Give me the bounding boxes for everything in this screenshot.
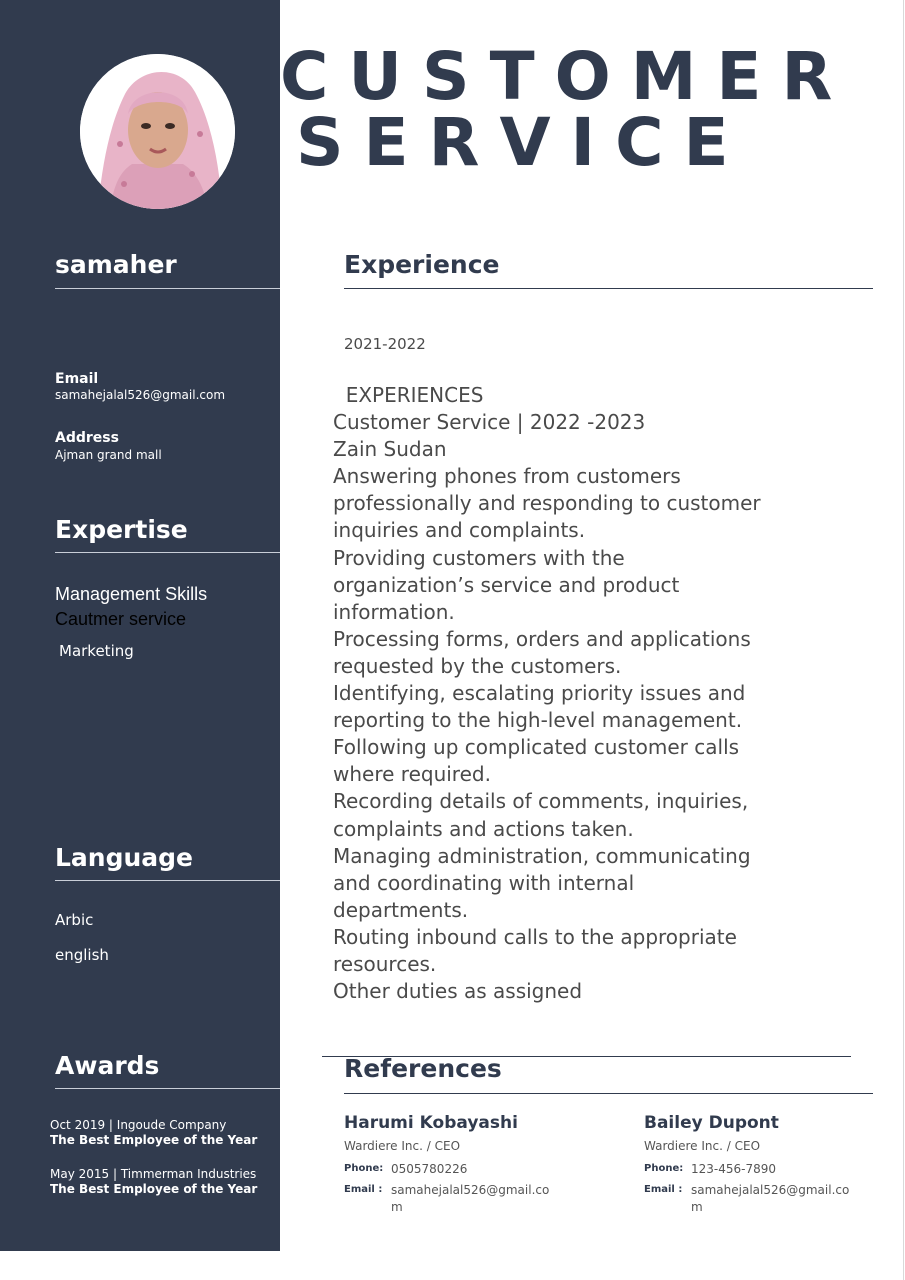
email-value: samahejalal526@gmail.com — [55, 388, 226, 402]
reference-email: samahejalal526@gmail.com — [391, 1183, 550, 1214]
experience-line: Customer Service | 2022 -2023 — [333, 410, 646, 435]
experience-date: 2021-2022 — [344, 335, 426, 353]
references-divider — [344, 1093, 873, 1094]
experience-line: reporting to the high-level management. — [333, 708, 743, 733]
reference-email: samahejalal526@gmail.com — [691, 1183, 850, 1214]
profile-photo — [80, 54, 235, 209]
reference-card — [344, 1113, 574, 1216]
experience-line: Answering phones from customers — [333, 464, 681, 489]
language-divider — [55, 880, 280, 881]
expertise-item: Marketing — [59, 642, 134, 660]
address-value: Ajman grand mall — [55, 448, 162, 462]
references-heading: References — [344, 1054, 502, 1083]
reference-email-row — [644, 1182, 874, 1216]
experience-line: Processing forms, orders and applications — [333, 626, 751, 651]
experience-line: professionally and responding to customer — [333, 491, 761, 516]
reference-phone-label: Phone: — [344, 1163, 384, 1174]
experience-line: Identifying, escalating priority issues and — [333, 681, 746, 706]
avatar-illustration — [80, 54, 235, 209]
experience-line: Following up complicated customer calls — [333, 735, 740, 760]
experience-line: organization’s service and product — [333, 572, 680, 597]
experience-line: Managing administration, communicating — [333, 843, 751, 868]
reference-phone-row — [644, 1161, 874, 1178]
award-title: The Best Employee of the Year — [50, 1182, 258, 1196]
expertise-item: Cautmer service — [55, 609, 187, 629]
reference-phone-label: Phone: — [644, 1163, 684, 1174]
reference-email-label: Email : — [644, 1184, 683, 1195]
expertise-divider — [55, 552, 280, 553]
hero-title-line-2: SERVICE — [296, 104, 749, 181]
address-label: Address — [55, 430, 119, 446]
reference-phone-row — [344, 1161, 574, 1178]
reference-name: Harumi Kobayashi — [344, 1113, 518, 1133]
award-meta: May 2015 | Timmerman Industries — [50, 1167, 257, 1181]
experience-line: and coordinating with internal — [333, 870, 635, 895]
reference-email-label: Email : — [344, 1184, 383, 1195]
experience-line: Routing inbound calls to the appropriate — [333, 924, 737, 949]
reference-card — [644, 1113, 874, 1216]
awards-heading: Awards — [55, 1051, 160, 1080]
experience-description — [333, 382, 783, 1005]
experience-line: Other duties as assigned — [333, 979, 583, 1004]
reference-role: Wardiere Inc. / CEO — [644, 1139, 761, 1153]
profile-name: samaher — [55, 250, 177, 279]
experience-line: requested by the customers. — [333, 653, 622, 678]
experience-line: information. — [333, 599, 455, 624]
language-item: Arbic — [55, 911, 94, 929]
experience-line: inquiries and complaints. — [333, 518, 586, 543]
page-edge-divider — [903, 0, 904, 1280]
experience-line: Providing customers with the — [333, 545, 625, 570]
award-meta: Oct 2019 | Ingoude Company — [50, 1118, 227, 1132]
reference-role: Wardiere Inc. / CEO — [344, 1139, 461, 1153]
experience-line: departments. — [333, 897, 469, 922]
expertise-heading: Expertise — [55, 515, 188, 544]
name-divider — [55, 288, 280, 289]
hero-title-line-1: CUSTOMER — [280, 38, 853, 115]
reference-phone: 0505780226 — [391, 1162, 468, 1176]
experience-line: resources. — [333, 951, 437, 976]
experience-line: Zain Sudan — [333, 437, 447, 462]
email-label: Email — [55, 371, 99, 387]
reference-email-row — [344, 1182, 574, 1216]
expertise-item: Management Skills — [55, 584, 208, 604]
experience-line: where required. — [333, 762, 491, 787]
experience-heading: Experience — [344, 250, 500, 279]
experience-line: complaints and actions taken. — [333, 816, 634, 841]
award-title: The Best Employee of the Year — [50, 1133, 258, 1147]
experience-line: Recording details of comments, inquiries, — [333, 789, 749, 814]
experience-divider — [344, 288, 873, 289]
language-item: english — [55, 946, 109, 964]
experience-line: EXPERIENCES — [333, 383, 484, 407]
reference-phone: 123-456-7890 — [691, 1162, 777, 1176]
awards-divider — [55, 1088, 280, 1089]
language-heading: Language — [55, 843, 194, 872]
reference-name: Bailey Dupont — [644, 1113, 779, 1133]
